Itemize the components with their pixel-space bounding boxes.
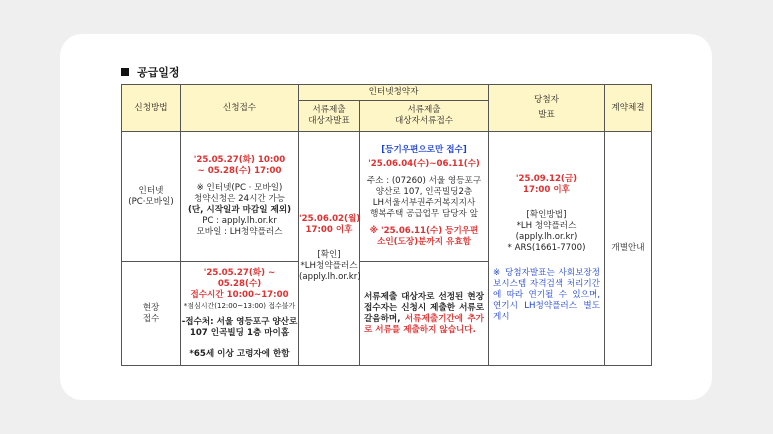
header-internet-applicant: 인터넷청약자 bbox=[299, 85, 489, 101]
apply-internet: '25.05.27(화) 10:00 ~ 05.28(수) 17:00 ※ 인터넷(PC · 모바일) 청약신청은 24시간 가능 (단, 시작일과 마감일 제외) PC : apply.lh.or.kr 모바일 : LH청약플러스 bbox=[181, 132, 299, 262]
header-winner: 당첨자 발표 bbox=[489, 85, 605, 132]
section-title-text: 공급일정 bbox=[137, 66, 180, 79]
header-method: 신청방법 bbox=[122, 85, 181, 132]
header-doc-submit: 서류제출 대상자서류접수 bbox=[360, 101, 489, 132]
header-contract: 계약체결 bbox=[605, 85, 652, 132]
winner-announcement: '25.09.12(금) 17:00 이후 [확인방법] *LH 청약플러스(apply.lh.or.kr) * ARS(1661-7700) ※ 당첨자발표는 사회보장정보시스템 자격검색 처리기간에 따라 연기될 수 있으며, 연기시 LH청약플러스 별도게시 bbox=[489, 132, 605, 366]
method-onsite: 현장 접수 bbox=[122, 262, 181, 366]
section-title bbox=[121, 64, 180, 80]
contract-cell: 개별안내 bbox=[605, 132, 652, 366]
supply-schedule-table bbox=[121, 84, 652, 366]
header-apply: 신청접수 bbox=[181, 85, 299, 132]
method-internet: 인터넷 (PC·모바일) bbox=[122, 132, 181, 262]
doc-submit-mail: [등기우편으로만 접수] '25.06.04(수)~06.11(수) 주소 : (07260) 서울 영등포구 양산로 107, 인곡빌딩2층 LH서울서부권주거복지지사 행복주택 공급업무 담당자 앞 ※ '25.06.11(수) 등기우편 소인(도장)분까지 유효함 bbox=[360, 132, 489, 262]
doc-submit-onsite: 서류제출 대상자로 선정된 현장접수자는 신청시 제출한 서류로 갈음하며, 서류제출기간에 추가로 서류를 제출하지 않습니다. bbox=[360, 262, 489, 366]
apply-onsite: '25.05.27(화) ~ 05.28(수) 접수시간 10:00~17:00 *점심시간(12:00~13:00) 접수불가 -접수처: 서울 영등포구 양산로 107 인곡빌딩 1층 마이홈 *65세 이상 고령자에 한함 bbox=[181, 262, 299, 366]
header-doc-target: 서류제출 대상자발표 bbox=[299, 101, 360, 132]
doc-target-announcement: '25.06.02(월) 17:00 이후 [확인] *LH청약플러스 (apply.lh.or.kr) bbox=[299, 132, 360, 366]
bullet-square-icon bbox=[121, 68, 129, 76]
